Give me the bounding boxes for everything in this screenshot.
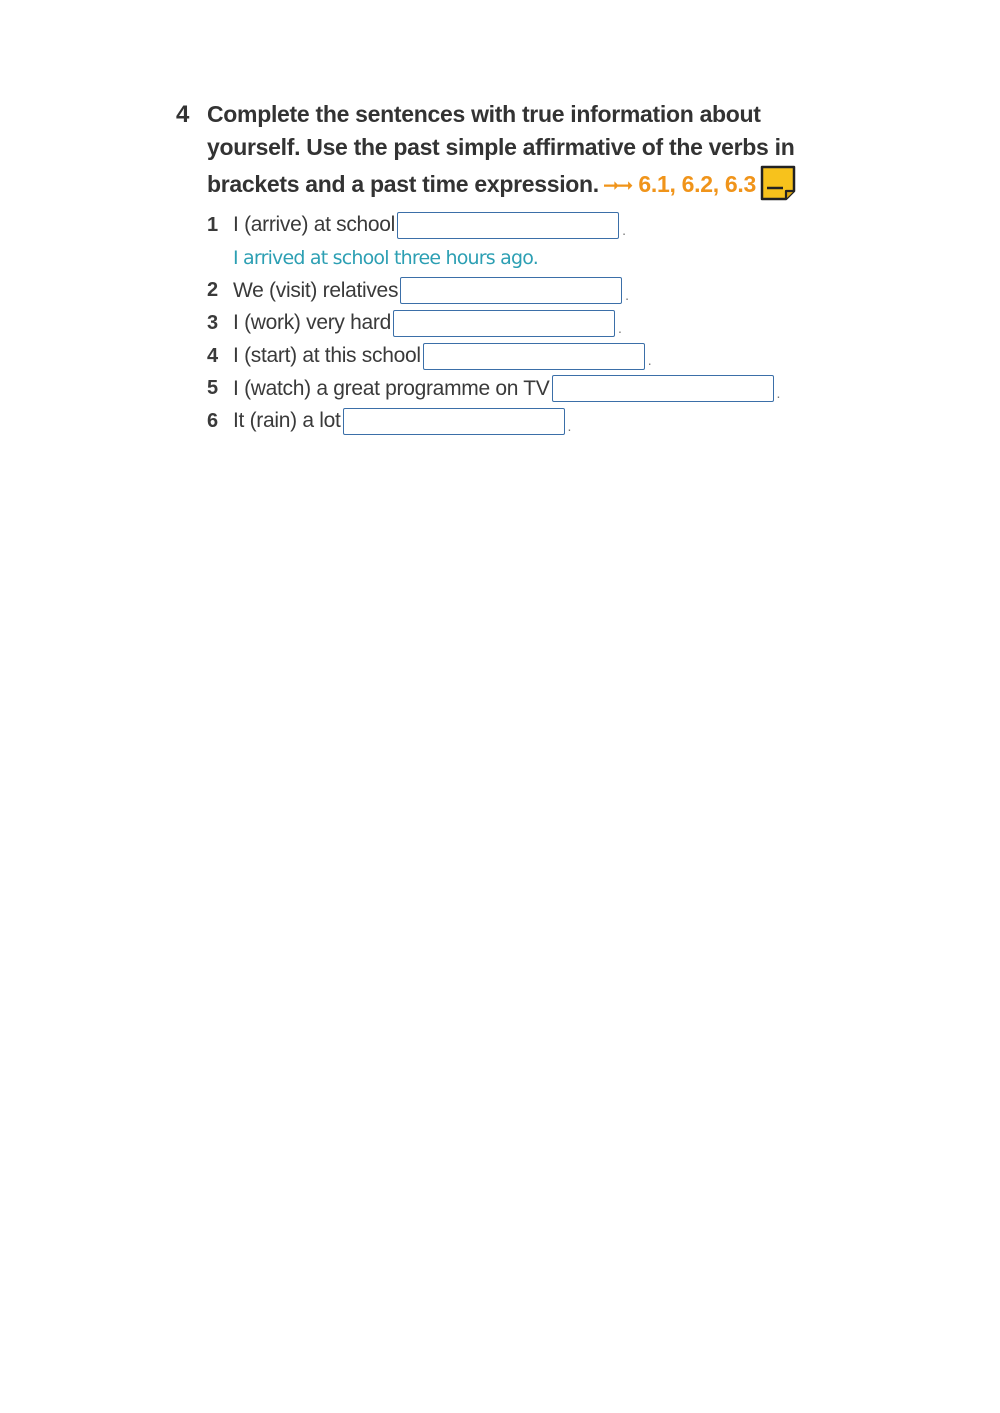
- exercise-number: 4: [176, 101, 190, 128]
- answer-input-5[interactable]: [552, 375, 774, 402]
- list-item: [207, 405, 836, 438]
- sentence-end: .: [567, 417, 572, 434]
- grammar-reference-link[interactable]: 6.1, 6.2, 6.3: [638, 171, 756, 197]
- exercise-header: [176, 98, 836, 203]
- list-item: [207, 372, 836, 405]
- sentence-list: [176, 209, 836, 438]
- answer-input-1[interactable]: [397, 212, 619, 239]
- sentence-end: .: [647, 352, 652, 369]
- item-number: 6: [207, 409, 218, 432]
- answer-input-3[interactable]: [393, 310, 615, 337]
- instruction-text: Complete the sentences with true information about yourself. Use the past simple affirmative of the verbs in brackets and a past time expression.: [207, 101, 795, 197]
- answer-input-6[interactable]: [343, 408, 565, 435]
- item-prompt: I (arrive) at school: [233, 213, 396, 237]
- answer-input-2[interactable]: [400, 277, 622, 304]
- list-item: [207, 209, 836, 242]
- example-answer: I arrived at school three hours ago.: [233, 247, 538, 270]
- item-prompt: I (watch) a great programme on TV: [233, 376, 550, 400]
- item-number: 1: [207, 213, 218, 236]
- answer-input-4[interactable]: [423, 343, 645, 370]
- exercise-instructions: [207, 98, 807, 203]
- item-prompt: We (visit) relatives: [233, 278, 399, 302]
- reference-arrow-icon: ➞➞: [602, 175, 631, 197]
- exercise-4: [176, 98, 836, 438]
- list-item: [207, 340, 836, 373]
- list-item: [207, 274, 836, 307]
- list-item: [207, 307, 836, 340]
- sentence-end: .: [625, 287, 629, 304]
- item-prompt: It (rain) a lot: [233, 409, 341, 433]
- item-prompt: I (work) very hard: [233, 311, 391, 335]
- sentence-end: .: [617, 319, 622, 336]
- sentence-end: .: [622, 221, 626, 238]
- item-number: 5: [207, 377, 218, 400]
- item-number: 2: [207, 279, 218, 302]
- sentence-end: .: [776, 385, 781, 402]
- sticky-note-icon[interactable]: [759, 164, 797, 202]
- item-number: 3: [207, 311, 218, 334]
- item-prompt: I (start) at this school: [233, 344, 421, 368]
- item-number: 4: [207, 344, 218, 367]
